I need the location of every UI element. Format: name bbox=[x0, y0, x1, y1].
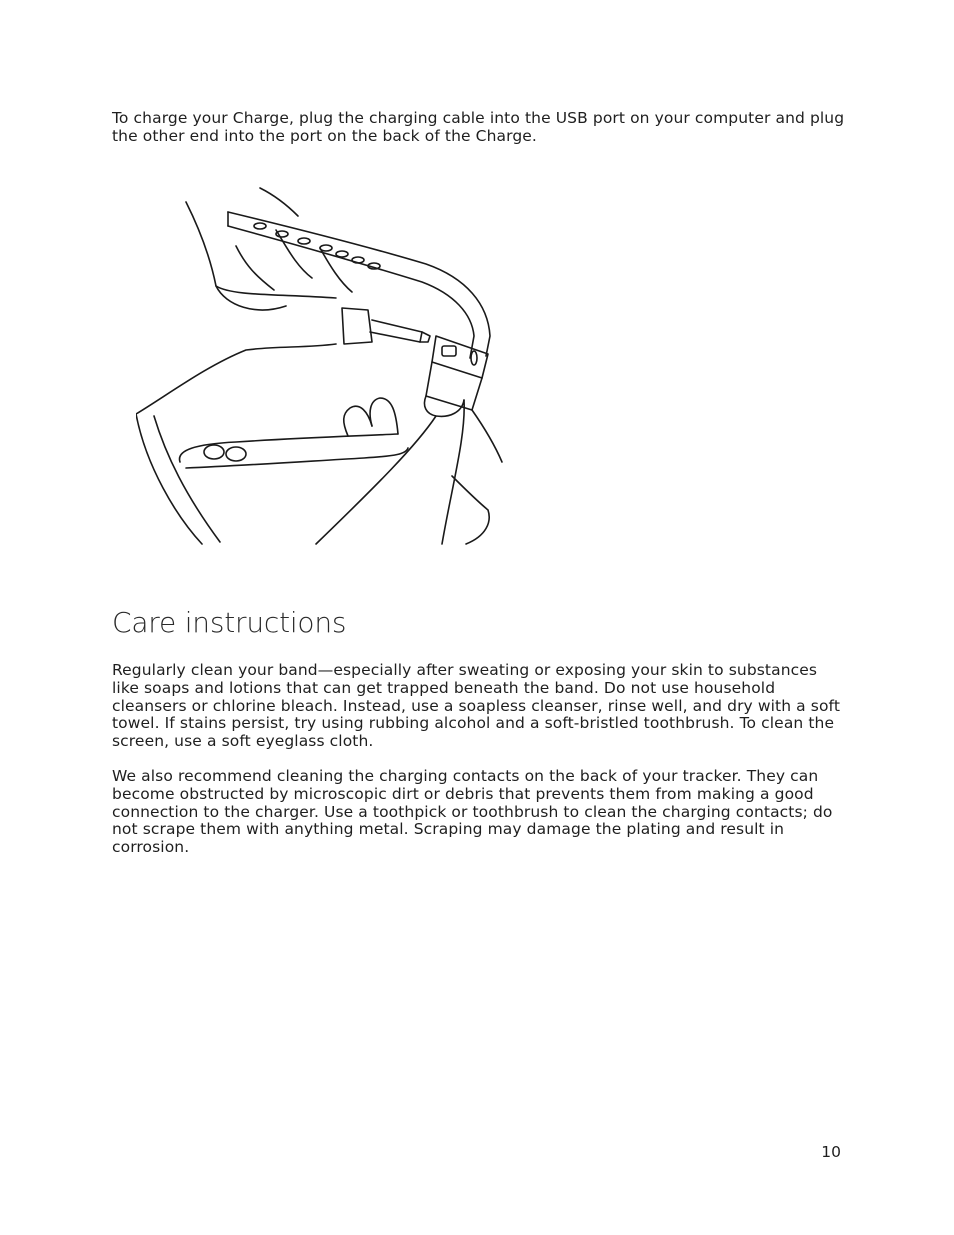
page-number: 10 bbox=[821, 1143, 841, 1161]
care-paragraph-2: We also recommend cleaning the charging contacts on the back of your tracker. They can become obstructed by microscopic dirt or debris that prevents them from making a good connection to the charger. Use a toothpick or toothbrush to clean the charging contacts; do not scrape them with anything metal. Scraping may damage the plating and result in corrosion. bbox=[112, 767, 833, 857]
care-paragraph-1: Regularly clean your band—especially after sweating or exposing your skin to substances like soaps and lotions that can get trapped beneath the band. Do not use household cleansers or chlorine bleach. Instead, use a soapless cleanser, rinse well, and dry with a soft towel. If stains persist, try using rubbing alcohol and a soft-bristled toothbrush. To clean the screen, use a soft eyeglass cloth. bbox=[112, 661, 841, 751]
hands-plugging-charging-cable-illustration bbox=[136, 186, 506, 546]
intro-paragraph: To charge your Charge, plug the charging cable into the USB port on your computer and plug the other end into the port on the back of the Charge. bbox=[112, 109, 845, 145]
section-heading: Care instructions bbox=[112, 606, 347, 639]
